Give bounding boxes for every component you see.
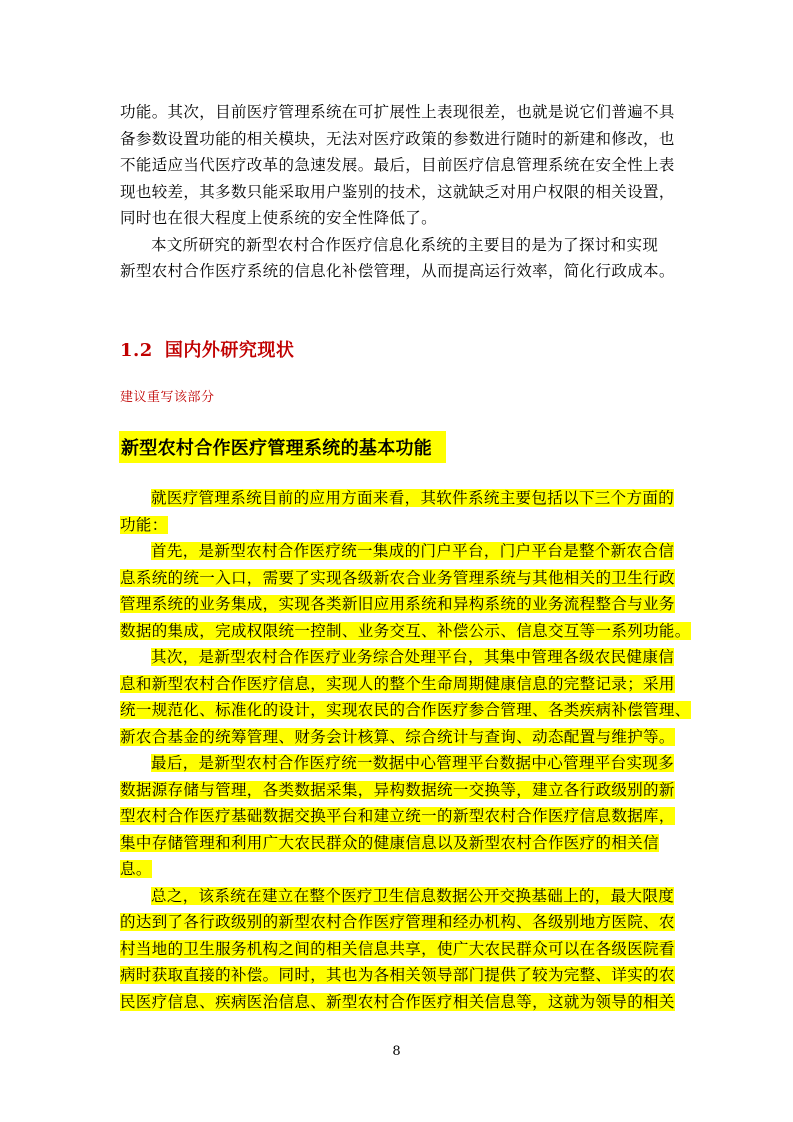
highlighted-text: 息系统的统一入口，需要了实现各级新农合业务管理系统与其他相关的卫生行政: [120, 568, 675, 587]
text-line: 备参数设置功能的相关模块，无法对医疗政策的参数进行随时的新建和修改，也: [120, 129, 675, 148]
highlighted-text: 型农村合作医疗基础数据交换平台和建立统一的新型农村合作医疗信息数据库，: [120, 807, 675, 825]
highlighted-text: 新农合基金的统筹管理、财务会计核算、综合统计与查询、动态配置与维护等。: [120, 727, 675, 746]
highlighted-text: 数据源存储与管理，各类数据采集，异构数据统一交换等，建立各行政级别的新: [120, 780, 675, 799]
highlighted-paragraphs: [120, 485, 691, 1015]
highlighted-text: 首先，是新型农村合作医疗统一集成的门户平台，门户平台是整个新农合信: [151, 542, 675, 560]
highlighted-text: 息。: [120, 860, 152, 878]
text-line: [120, 909, 675, 936]
text-line: 新型农村合作医疗系统的信息化补偿管理，从而提高运行效率，简化行政成本。: [120, 262, 675, 280]
text-line: [120, 671, 675, 698]
text-line: [120, 565, 675, 592]
text-line: [120, 856, 675, 883]
text-line: [120, 989, 675, 1016]
text-line: 不能适应当代医疗改革的急速发展。最后，目前医疗信息管理系统在安全性上表: [120, 156, 675, 174]
text-line: [120, 485, 675, 512]
highlighted-text: 民医疗信息、疾病医治信息、新型农村合作医疗相关信息等，这就为领导的相关: [120, 992, 675, 1011]
highlighted-text: 总之，该系统在建立在整个医疗卫生信息数据公开交换基础上的，最大限度: [151, 886, 675, 905]
text-line: [120, 883, 675, 910]
revision-note: 建议重写该部分: [120, 390, 215, 405]
highlighted-text: 管理系统的业务集成，实现各类新旧应用系统和异构系统的业务流程整合与业务: [120, 595, 675, 613]
text-line: [120, 538, 675, 565]
text-line: [120, 724, 675, 751]
highlighted-text: 病时获取直接的补偿。同时，其也为各相关领导部门提供了较为完整、详实的农: [120, 966, 675, 984]
text-line: [120, 697, 691, 724]
section-title: 国内外研究现状: [164, 340, 295, 361]
section-heading: [120, 336, 294, 362]
highlighted-text: 最后，是新型农村合作医疗统一数据中心管理平台数据中心管理平台实现多: [151, 754, 675, 772]
subheading: 新型农村合作医疗管理系统的基本功能: [119, 431, 446, 463]
text-line: [120, 830, 675, 857]
text-line: 现也较差，其多数只能采取用户鉴别的技术，这就缺乏对用户权限的相关设置，: [120, 182, 675, 201]
text-line: 本文所研究的新型农村合作医疗信息化系统的主要目的是为了探讨和实现: [151, 235, 659, 254]
highlighted-text: 村当地的卫生服务机构之间的相关信息共享，使广大农民群众可以在各级医院看: [120, 939, 675, 958]
text-line: 同时也在很大程度上使系统的安全性降低了。: [120, 209, 438, 227]
highlighted-text: 的达到了各行政级别的新型农村合作医疗管理和经办机构、各级别地方医院、农: [120, 913, 675, 931]
highlighted-text: 统一规范化、标准化的设计，实现农民的合作医疗参合管理、各类疾病补偿管理、: [120, 701, 691, 719]
page-number: 8: [392, 1044, 401, 1059]
highlighted-text: 息和新型农村合作医疗信息，实现人的整个生命周期健康信息的完整记录；采用: [120, 674, 675, 693]
intro-paragraphs: [120, 99, 675, 285]
highlighted-text: 功能：: [120, 515, 168, 534]
text-line: [120, 803, 675, 830]
text-line: [120, 644, 675, 671]
text-line: [120, 750, 675, 777]
highlighted-text: 就医疗管理系统目前的应用方面来看，其软件系统主要包括以下三个方面的: [151, 489, 675, 507]
text-line: [120, 618, 691, 645]
text-line: 功能。其次，目前医疗管理系统在可扩展性上表现很差，也就是说它们普遍不具: [120, 103, 675, 121]
section-number: 1.2: [120, 340, 153, 361]
highlighted-text: 其次，是新型农村合作医疗业务综合处理平台，其集中管理各级农民健康信: [151, 648, 675, 666]
highlighted-text: 数据的集成，完成权限统一控制、业务交互、补偿公示、信息交互等一系列功能。: [120, 621, 691, 640]
text-line: [120, 777, 675, 804]
text-line: [120, 962, 675, 989]
text-line: [120, 591, 675, 618]
highlighted-text: 集中存储管理和利用广大农民群众的健康信息以及新型农村合作医疗的相关信: [120, 833, 659, 852]
text-line: [120, 936, 675, 963]
text-line: [120, 512, 675, 539]
